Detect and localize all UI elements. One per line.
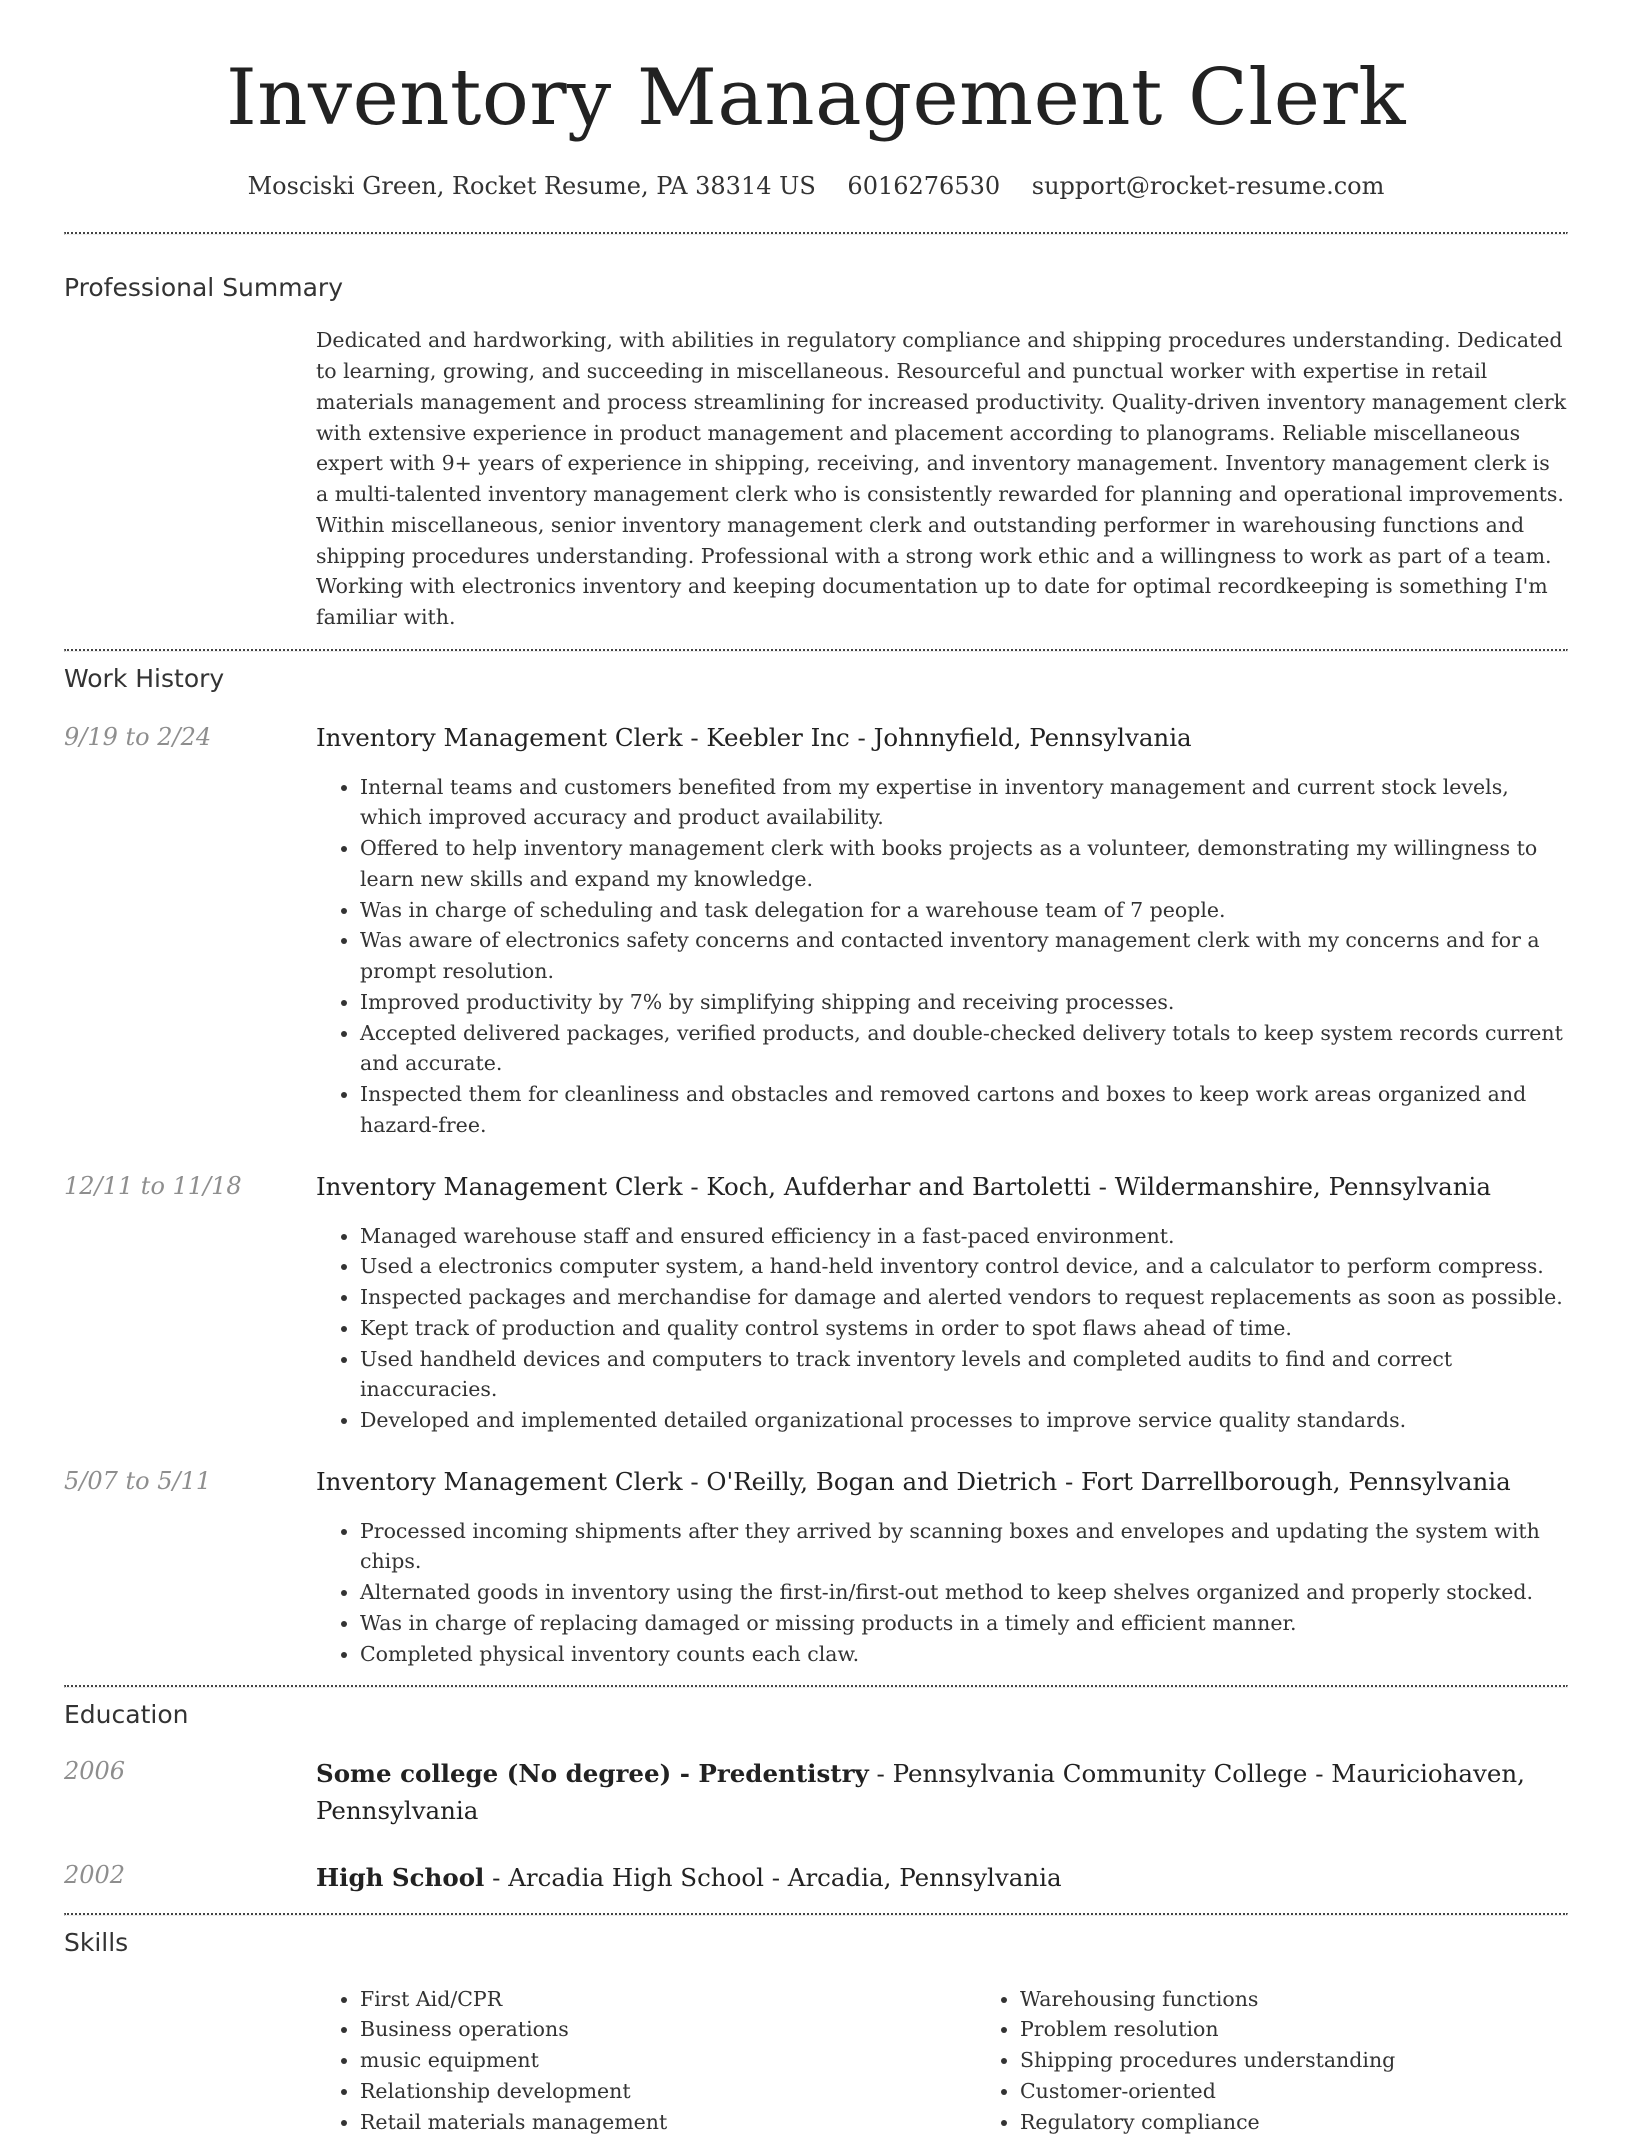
- job-entry: [64, 722, 1568, 1141]
- skill-item: • Customer-oriented: [1020, 2076, 1632, 2107]
- list-item: • Used a electronics computer system, a hand-held inventory control device, and a calculator to perform compress.: [360, 1251, 1568, 1282]
- candidate-name: Inventory Management Clerk: [226, 53, 1406, 143]
- job-heading: Inventory Management Clerk - Keebler Inc - Johnnyfield, Pennsylvania: [316, 722, 1192, 752]
- list-item: • Accepted delivered packages, verified products, and double-checked delivery totals to keep system records current and accurate.: [360, 1018, 1568, 1080]
- education-school: - Arcadia High School - Arcadia, Pennsylvania: [484, 1862, 1062, 1892]
- list-item: • Processed incoming shipments after they arrived by scanning boxes and envelopes and updating the system with chips.: [360, 1516, 1568, 1578]
- skill-item: • music equipment: [360, 2045, 976, 2076]
- education-year: 2002: [64, 1860, 126, 1889]
- list-item: • Was aware of electronics safety concerns and contacted inventory management clerk with my concerns and for a prompt resolution.: [360, 925, 1568, 987]
- job-bullets: [316, 1516, 1568, 1670]
- skills-section: [64, 1916, 1568, 2137]
- list-item: • Inspected packages and merchandise for damage and alerted vendors to request replacements as soon as possible.: [360, 1282, 1568, 1313]
- job-heading: Inventory Management Clerk - Koch, Aufderhar and Bartoletti - Wildermanshire, Pennsylvania: [316, 1171, 1491, 1201]
- list-item: • Inspected them for cleanliness and obstacles and removed cartons and boxes to keep work areas organized and hazard-free.: [360, 1079, 1568, 1141]
- list-item: • Completed physical inventory counts each claw.: [360, 1639, 1568, 1670]
- skill-item: • Problem resolution: [1020, 2014, 1632, 2045]
- list-item: • Improved productivity by 7% by simplifying shipping and receiving processes.: [360, 987, 1568, 1018]
- education-entry: [64, 1860, 1568, 1897]
- job-bullets: [316, 772, 1568, 1141]
- skills-title: Skills: [64, 1927, 129, 1957]
- summary-section: [64, 235, 1568, 633]
- list-item: • Kept track of production and quality control systems in order to spot flaws ahead of time.: [360, 1313, 1568, 1344]
- job-dates: 12/11 to 11/18: [64, 1171, 242, 1200]
- work-section: [64, 652, 1568, 1670]
- list-item: • Offered to help inventory management clerk with books projects as a volunteer, demonstrating my willingness to learn new skills and expand my knowledge.: [360, 833, 1568, 895]
- contact-line: [64, 172, 1568, 201]
- skills-list-left: [316, 1984, 976, 2137]
- job-heading: Inventory Management Clerk - O'Reilly, Bogan and Dietrich - Fort Darrellborough, Pennsylvania: [316, 1466, 1511, 1496]
- list-item: • Was in charge of scheduling and task delegation for a warehouse team of 7 people.: [360, 895, 1568, 926]
- education-title: Education: [64, 1700, 189, 1730]
- resume-header: [64, 0, 1568, 200]
- list-item: • Was in charge of replacing damaged or missing products in a timely and efficient manner.: [360, 1608, 1568, 1639]
- education-degree: Some college (No degree) - Predentistry: [316, 1759, 869, 1789]
- education-degree: High School: [316, 1862, 485, 1892]
- job-entry: [64, 1171, 1568, 1436]
- summary-title: Professional Summary: [64, 273, 344, 303]
- skills-grid: [316, 1984, 1632, 2137]
- education-section: [64, 1688, 1568, 1896]
- skill-item: • Retail materials management: [360, 2107, 976, 2137]
- skill-item: • First Aid/CPR: [360, 1984, 976, 2015]
- skill-item: • Relationship development: [360, 2076, 976, 2107]
- summary-text: Dedicated and hardworking, with abilities in regulatory compliance and shipping procedures understanding. Dedicated to learning, growing, and succeeding in miscellaneous. Resourceful and punctual worker with expertise in retail materials management and process streamlining for increased productivity. Quality-driven inventory management clerk with extensive experience in product management and placement according to planograms. Reliable miscellaneous expert with 9+ years of experience in shipping, receiving, and inventory management. Inventory management clerk is a multi-talented inventory management clerk who is consistently rewarded for planning and operational improvements. Within miscellaneous, senior inventory management clerk and outstanding performer in warehousing functions and shipping procedures understanding. Professional with a strong work ethic and a willingness to work as part of a team. Working with electronics inventory and keeping documentation up to date for optimal recordkeeping is something I'm familiar with.: [316, 328, 1567, 630]
- list-item: • Used handheld devices and computers to track inventory levels and completed audits to find and correct inaccuracies.: [360, 1344, 1568, 1406]
- education-heading: [316, 1756, 1568, 1830]
- job-bullets: [316, 1221, 1568, 1436]
- contact-address: Mosciski Green, Rocket Resume, PA 38314 US: [247, 171, 816, 200]
- skill-item: • Business operations: [360, 2014, 976, 2045]
- education-year: 2006: [64, 1757, 126, 1786]
- list-item: • Managed warehouse staff and ensured efficiency in a fast-paced environment.: [360, 1221, 1568, 1252]
- education-heading: [316, 1860, 1568, 1897]
- skill-item: • Regulatory compliance: [1020, 2107, 1632, 2137]
- list-item: • Developed and implemented detailed organizational processes to improve service quality standards.: [360, 1405, 1568, 1436]
- contact-email: support@rocket-resume.com: [1031, 171, 1385, 200]
- education-school: - Pennsylvania Community College - Mauriciohaven, Pennsylvania: [316, 1759, 1525, 1826]
- work-title: Work History: [64, 663, 225, 693]
- list-item: • Alternated goods in inventory using the first-in/first-out method to keep shelves organized and properly stocked.: [360, 1577, 1568, 1608]
- skill-item: • Shipping procedures understanding: [1020, 2045, 1632, 2076]
- list-item: • Internal teams and customers benefited from my expertise in inventory management and current stock levels, which improved accuracy and product availability.: [360, 772, 1568, 834]
- job-entry: [64, 1466, 1568, 1670]
- skills-list-right: [976, 1984, 1632, 2137]
- education-entry: [64, 1756, 1568, 1830]
- contact-phone: 6016276530: [847, 171, 1001, 200]
- skill-item: • Warehousing functions: [1020, 1984, 1632, 2015]
- job-dates: 9/19 to 2/24: [64, 722, 212, 751]
- job-dates: 5/07 to 5/11: [64, 1466, 212, 1495]
